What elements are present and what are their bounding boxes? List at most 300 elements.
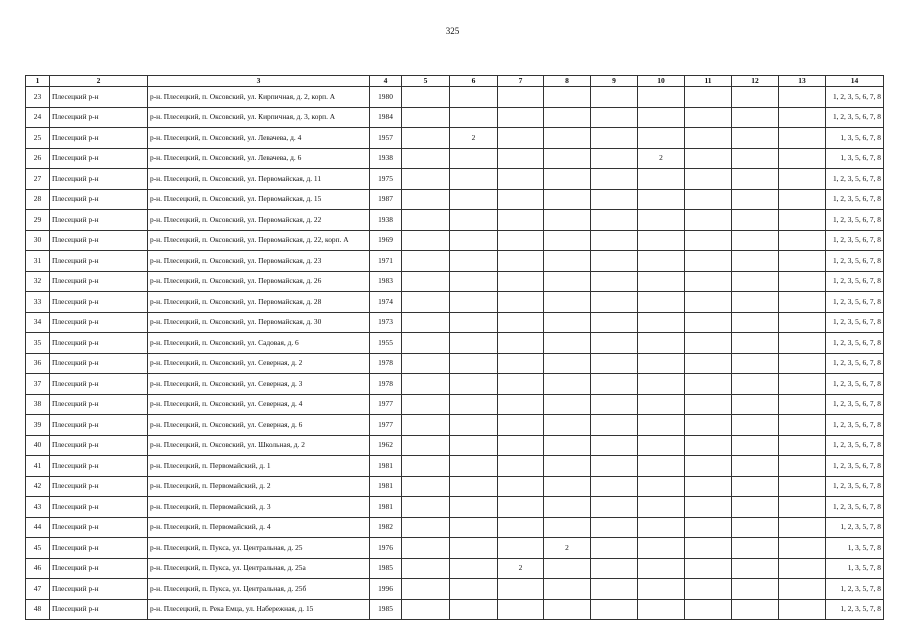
col5-cell xyxy=(402,599,450,620)
col11-cell xyxy=(685,476,732,497)
address-cell: р-н. Плесецкий, п. Первомайский, д. 3 xyxy=(148,497,370,518)
col9-cell xyxy=(591,435,638,456)
col10-cell xyxy=(638,128,685,149)
row-number-cell: 39 xyxy=(26,415,50,436)
col11-cell xyxy=(685,394,732,415)
row-number-cell: 24 xyxy=(26,107,50,128)
col5-cell xyxy=(402,538,450,559)
col5-cell xyxy=(402,107,450,128)
address-cell: р-н. Плесецкий, п. Оксовский, ул. Первомайская, д. 23 xyxy=(148,251,370,272)
address-cell: р-н. Плесецкий, п. Оксовский, ул. Первомайская, д. 26 xyxy=(148,271,370,292)
col14-cell: 1, 2, 3, 5, 6, 7, 8 xyxy=(826,251,884,272)
col9-cell xyxy=(591,415,638,436)
col7-cell xyxy=(498,271,544,292)
page-number: 325 xyxy=(445,26,460,36)
col8-cell xyxy=(544,435,591,456)
col8-cell xyxy=(544,353,591,374)
col13-cell xyxy=(779,210,826,231)
table-row xyxy=(26,230,884,251)
column-header: 2 xyxy=(50,76,148,87)
district-cell: Плесецкий р-н xyxy=(50,435,148,456)
col12-cell xyxy=(732,169,779,190)
col11-cell xyxy=(685,292,732,313)
col12-cell xyxy=(732,230,779,251)
col8-cell: 2 xyxy=(544,538,591,559)
col9-cell xyxy=(591,476,638,497)
col11-cell xyxy=(685,579,732,600)
col6-cell xyxy=(450,497,498,518)
district-cell: Плесецкий р-н xyxy=(50,599,148,620)
col12-cell xyxy=(732,435,779,456)
col13-cell xyxy=(779,333,826,354)
col9-cell xyxy=(591,271,638,292)
col13-cell xyxy=(779,538,826,559)
table-row xyxy=(26,189,884,210)
header-row xyxy=(26,76,884,87)
col5-cell xyxy=(402,271,450,292)
col5-cell xyxy=(402,558,450,579)
col9-cell xyxy=(591,87,638,108)
col12-cell xyxy=(732,312,779,333)
col13-cell xyxy=(779,353,826,374)
col12-cell xyxy=(732,128,779,149)
col11-cell xyxy=(685,599,732,620)
district-cell: Плесецкий р-н xyxy=(50,169,148,190)
col5-cell xyxy=(402,415,450,436)
col8-cell xyxy=(544,312,591,333)
col9-cell xyxy=(591,538,638,559)
col6-cell xyxy=(450,476,498,497)
col7-cell xyxy=(498,312,544,333)
col13-cell xyxy=(779,476,826,497)
col14-cell: 1, 2, 3, 5, 6, 7, 8 xyxy=(826,415,884,436)
row-number-cell: 27 xyxy=(26,169,50,190)
col6-cell xyxy=(450,148,498,169)
table-row xyxy=(26,107,884,128)
col13-cell xyxy=(779,497,826,518)
table-row xyxy=(26,353,884,374)
table-row xyxy=(26,148,884,169)
year-cell: 1982 xyxy=(370,517,402,538)
row-number-cell: 28 xyxy=(26,189,50,210)
col14-cell: 1, 2, 3, 5, 6, 7, 8 xyxy=(826,271,884,292)
col11-cell xyxy=(685,87,732,108)
col14-cell: 1, 2, 3, 5, 6, 7, 8 xyxy=(826,189,884,210)
col10-cell xyxy=(638,374,685,395)
col7-cell xyxy=(498,415,544,436)
year-cell: 1996 xyxy=(370,579,402,600)
year-cell: 1938 xyxy=(370,148,402,169)
col7-cell xyxy=(498,435,544,456)
address-cell: р-н. Плесецкий, п. Оксовский, ул. Первомайская, д. 15 xyxy=(148,189,370,210)
col5-cell xyxy=(402,292,450,313)
year-cell: 1977 xyxy=(370,415,402,436)
district-cell: Плесецкий р-н xyxy=(50,312,148,333)
year-cell: 1973 xyxy=(370,312,402,333)
year-cell: 1987 xyxy=(370,189,402,210)
row-number-cell: 26 xyxy=(26,148,50,169)
table-row xyxy=(26,497,884,518)
col13-cell xyxy=(779,189,826,210)
col6-cell xyxy=(450,312,498,333)
col12-cell xyxy=(732,87,779,108)
row-number-cell: 25 xyxy=(26,128,50,149)
col14-cell: 1, 2, 3, 5, 6, 7, 8 xyxy=(826,230,884,251)
col9-cell xyxy=(591,353,638,374)
col14-cell: 1, 2, 3, 5, 6, 7, 8 xyxy=(826,435,884,456)
col13-cell xyxy=(779,579,826,600)
district-cell: Плесецкий р-н xyxy=(50,353,148,374)
col10-cell xyxy=(638,169,685,190)
address-cell: р-н. Плесецкий, п. Оксовский, ул. Левачева, д. 4 xyxy=(148,128,370,149)
col6-cell xyxy=(450,353,498,374)
row-number-cell: 44 xyxy=(26,517,50,538)
district-cell: Плесецкий р-н xyxy=(50,251,148,272)
year-cell: 1981 xyxy=(370,497,402,518)
col5-cell xyxy=(402,517,450,538)
table-row xyxy=(26,374,884,395)
table-row xyxy=(26,292,884,313)
column-header: 6 xyxy=(450,76,498,87)
col14-cell: 1, 2, 3, 5, 6, 7, 8 xyxy=(826,87,884,108)
col12-cell xyxy=(732,394,779,415)
col14-cell: 1, 2, 3, 5, 7, 8 xyxy=(826,599,884,620)
col14-cell: 1, 2, 3, 5, 6, 7, 8 xyxy=(826,210,884,231)
col12-cell xyxy=(732,353,779,374)
col11-cell xyxy=(685,517,732,538)
col11-cell xyxy=(685,415,732,436)
address-cell: р-н. Плесецкий, п. Оксовский, ул. Первомайская, д. 30 xyxy=(148,312,370,333)
col8-cell xyxy=(544,456,591,477)
col10-cell xyxy=(638,251,685,272)
col6-cell xyxy=(450,394,498,415)
address-cell: р-н. Плесецкий, п. Оксовский, ул. Первомайская, д. 28 xyxy=(148,292,370,313)
table-row xyxy=(26,333,884,354)
col13-cell xyxy=(779,394,826,415)
district-cell: Плесецкий р-н xyxy=(50,189,148,210)
col9-cell xyxy=(591,312,638,333)
year-cell: 1957 xyxy=(370,128,402,149)
district-cell: Плесецкий р-н xyxy=(50,497,148,518)
district-cell: Плесецкий р-н xyxy=(50,394,148,415)
col14-cell: 1, 2, 3, 5, 6, 7, 8 xyxy=(826,456,884,477)
col5-cell xyxy=(402,189,450,210)
year-cell: 1985 xyxy=(370,599,402,620)
address-cell: р-н. Плесецкий, п. Оксовский, ул. Северная, д. 2 xyxy=(148,353,370,374)
year-cell: 1975 xyxy=(370,169,402,190)
year-cell: 1978 xyxy=(370,353,402,374)
col12-cell xyxy=(732,148,779,169)
col5-cell xyxy=(402,333,450,354)
address-cell: р-н. Плесецкий, п. Река Емца, ул. Набережная, д. 15 xyxy=(148,599,370,620)
col6-cell xyxy=(450,87,498,108)
col7-cell xyxy=(498,210,544,231)
col5-cell xyxy=(402,353,450,374)
col11-cell xyxy=(685,558,732,579)
col6-cell xyxy=(450,210,498,231)
row-number-cell: 35 xyxy=(26,333,50,354)
column-header: 8 xyxy=(544,76,591,87)
col13-cell xyxy=(779,169,826,190)
col13-cell xyxy=(779,292,826,313)
col6-cell xyxy=(450,374,498,395)
col14-cell: 1, 2, 3, 5, 6, 7, 8 xyxy=(826,394,884,415)
col8-cell xyxy=(544,476,591,497)
col14-cell: 1, 2, 3, 5, 6, 7, 8 xyxy=(826,353,884,374)
col7-cell xyxy=(498,87,544,108)
col7-cell xyxy=(498,189,544,210)
col6-cell xyxy=(450,579,498,600)
table-row xyxy=(26,476,884,497)
row-number-cell: 42 xyxy=(26,476,50,497)
col11-cell xyxy=(685,189,732,210)
district-cell: Плесецкий р-н xyxy=(50,107,148,128)
col13-cell xyxy=(779,415,826,436)
col6-cell xyxy=(450,538,498,559)
table-row xyxy=(26,456,884,477)
address-cell: р-н. Плесецкий, п. Оксовский, ул. Кирпичная, д. 2, корп. А xyxy=(148,87,370,108)
table-row xyxy=(26,128,884,149)
table-row xyxy=(26,169,884,190)
column-header: 11 xyxy=(685,76,732,87)
col10-cell xyxy=(638,271,685,292)
col11-cell xyxy=(685,374,732,395)
col12-cell xyxy=(732,189,779,210)
district-cell: Плесецкий р-н xyxy=(50,210,148,231)
district-cell: Плесецкий р-н xyxy=(50,456,148,477)
col6-cell xyxy=(450,271,498,292)
col10-cell xyxy=(638,87,685,108)
col5-cell xyxy=(402,374,450,395)
col11-cell xyxy=(685,230,732,251)
year-cell: 1976 xyxy=(370,538,402,559)
housing-register-table xyxy=(25,75,884,620)
col14-cell: 1, 2, 3, 5, 6, 7, 8 xyxy=(826,476,884,497)
column-header: 9 xyxy=(591,76,638,87)
address-cell: р-н. Плесецкий, п. Пукса, ул. Центральная, д. 25а xyxy=(148,558,370,579)
col7-cell xyxy=(498,374,544,395)
row-number-cell: 48 xyxy=(26,599,50,620)
col14-cell: 1, 2, 3, 5, 6, 7, 8 xyxy=(826,169,884,190)
column-header: 3 xyxy=(148,76,370,87)
col6-cell xyxy=(450,456,498,477)
col11-cell xyxy=(685,128,732,149)
col5-cell xyxy=(402,128,450,149)
col9-cell xyxy=(591,169,638,190)
col10-cell xyxy=(638,599,685,620)
col10-cell xyxy=(638,415,685,436)
col11-cell xyxy=(685,497,732,518)
col11-cell xyxy=(685,148,732,169)
col6-cell xyxy=(450,292,498,313)
table-row xyxy=(26,87,884,108)
col11-cell xyxy=(685,251,732,272)
table-row xyxy=(26,271,884,292)
col10-cell xyxy=(638,456,685,477)
col12-cell xyxy=(732,251,779,272)
col6-cell xyxy=(450,251,498,272)
col5-cell xyxy=(402,148,450,169)
col14-cell: 1, 2, 3, 5, 6, 7, 8 xyxy=(826,107,884,128)
table-body xyxy=(26,87,884,620)
col5-cell xyxy=(402,312,450,333)
col11-cell xyxy=(685,210,732,231)
year-cell: 1978 xyxy=(370,374,402,395)
column-header: 7 xyxy=(498,76,544,87)
district-cell: Плесецкий р-н xyxy=(50,476,148,497)
col6-cell xyxy=(450,333,498,354)
col12-cell xyxy=(732,415,779,436)
col7-cell xyxy=(498,394,544,415)
col8-cell xyxy=(544,107,591,128)
row-number-cell: 47 xyxy=(26,579,50,600)
col14-cell: 1, 3, 5, 6, 7, 8 xyxy=(826,128,884,149)
col12-cell xyxy=(732,538,779,559)
col8-cell xyxy=(544,271,591,292)
row-number-cell: 41 xyxy=(26,456,50,477)
row-number-cell: 36 xyxy=(26,353,50,374)
col8-cell xyxy=(544,333,591,354)
col12-cell xyxy=(732,497,779,518)
table-row xyxy=(26,558,884,579)
column-header: 14 xyxy=(826,76,884,87)
address-cell: р-н. Плесецкий, п. Оксовский, ул. Садовая, д. 6 xyxy=(148,333,370,354)
col7-cell xyxy=(498,292,544,313)
table-row xyxy=(26,415,884,436)
column-header: 1 xyxy=(26,76,50,87)
col8-cell xyxy=(544,169,591,190)
col11-cell xyxy=(685,107,732,128)
col8-cell xyxy=(544,599,591,620)
address-cell: р-н. Плесецкий, п. Оксовский, ул. Кирпичная, д. 3, корп. А xyxy=(148,107,370,128)
col11-cell xyxy=(685,333,732,354)
col14-cell: 1, 3, 5, 7, 8 xyxy=(826,558,884,579)
col6-cell xyxy=(450,169,498,190)
district-cell: Плесецкий р-н xyxy=(50,517,148,538)
district-cell: Плесецкий р-н xyxy=(50,579,148,600)
col12-cell xyxy=(732,107,779,128)
district-cell: Плесецкий р-н xyxy=(50,230,148,251)
col7-cell xyxy=(498,517,544,538)
col8-cell xyxy=(544,148,591,169)
col13-cell xyxy=(779,230,826,251)
col7-cell: 2 xyxy=(498,558,544,579)
district-cell: Плесецкий р-н xyxy=(50,148,148,169)
col11-cell xyxy=(685,169,732,190)
col13-cell xyxy=(779,107,826,128)
col7-cell xyxy=(498,333,544,354)
year-cell: 1983 xyxy=(370,271,402,292)
col12-cell xyxy=(732,599,779,620)
col14-cell: 1, 2, 3, 5, 6, 7, 8 xyxy=(826,497,884,518)
col10-cell xyxy=(638,333,685,354)
col9-cell xyxy=(591,230,638,251)
table-row xyxy=(26,210,884,231)
col7-cell xyxy=(498,497,544,518)
col6-cell xyxy=(450,517,498,538)
col7-cell xyxy=(498,538,544,559)
col9-cell xyxy=(591,599,638,620)
year-cell: 1981 xyxy=(370,456,402,477)
col6-cell xyxy=(450,189,498,210)
district-cell: Плесецкий р-н xyxy=(50,374,148,395)
col9-cell xyxy=(591,497,638,518)
col6-cell xyxy=(450,599,498,620)
address-cell: р-н. Плесецкий, п. Оксовский, ул. Северная, д. 4 xyxy=(148,394,370,415)
col6-cell xyxy=(450,435,498,456)
col6-cell xyxy=(450,230,498,251)
col10-cell xyxy=(638,538,685,559)
col5-cell xyxy=(402,476,450,497)
col10-cell xyxy=(638,292,685,313)
col14-cell: 1, 2, 3, 5, 6, 7, 8 xyxy=(826,374,884,395)
address-cell: р-н. Плесецкий, п. Оксовский, ул. Северная, д. 6 xyxy=(148,415,370,436)
col8-cell xyxy=(544,497,591,518)
col8-cell xyxy=(544,251,591,272)
col7-cell xyxy=(498,476,544,497)
address-cell: р-н. Плесецкий, п. Первомайский, д. 1 xyxy=(148,456,370,477)
col12-cell xyxy=(732,271,779,292)
address-cell: р-н. Плесецкий, п. Пукса, ул. Центральная, д. 25б xyxy=(148,579,370,600)
year-cell: 1938 xyxy=(370,210,402,231)
col9-cell xyxy=(591,333,638,354)
column-header: 4 xyxy=(370,76,402,87)
col10-cell xyxy=(638,230,685,251)
district-cell: Плесецкий р-н xyxy=(50,333,148,354)
col6-cell: 2 xyxy=(450,128,498,149)
year-cell: 1984 xyxy=(370,107,402,128)
col8-cell xyxy=(544,210,591,231)
col12-cell xyxy=(732,517,779,538)
row-number-cell: 46 xyxy=(26,558,50,579)
col9-cell xyxy=(591,107,638,128)
year-cell: 1955 xyxy=(370,333,402,354)
col9-cell xyxy=(591,251,638,272)
col8-cell xyxy=(544,517,591,538)
col13-cell xyxy=(779,271,826,292)
year-cell: 1974 xyxy=(370,292,402,313)
address-cell: р-н. Плесецкий, п. Оксовский, ул. Первомайская, д. 11 xyxy=(148,169,370,190)
col13-cell xyxy=(779,456,826,477)
address-cell: р-н. Плесецкий, п. Первомайский, д. 4 xyxy=(148,517,370,538)
row-number-cell: 30 xyxy=(26,230,50,251)
col13-cell xyxy=(779,374,826,395)
col10-cell xyxy=(638,476,685,497)
col7-cell xyxy=(498,456,544,477)
col11-cell xyxy=(685,456,732,477)
col12-cell xyxy=(732,456,779,477)
col8-cell xyxy=(544,394,591,415)
col10-cell xyxy=(638,312,685,333)
col9-cell xyxy=(591,374,638,395)
col12-cell xyxy=(732,476,779,497)
col5-cell xyxy=(402,210,450,231)
col12-cell xyxy=(732,292,779,313)
col8-cell xyxy=(544,128,591,149)
table-row xyxy=(26,579,884,600)
col14-cell: 1, 2, 3, 5, 6, 7, 8 xyxy=(826,292,884,313)
column-header: 13 xyxy=(779,76,826,87)
year-cell: 1981 xyxy=(370,476,402,497)
col13-cell xyxy=(779,558,826,579)
table-row xyxy=(26,251,884,272)
table-row xyxy=(26,312,884,333)
col12-cell xyxy=(732,374,779,395)
district-cell: Плесецкий р-н xyxy=(50,128,148,149)
col8-cell xyxy=(544,230,591,251)
col6-cell xyxy=(450,415,498,436)
table-row xyxy=(26,517,884,538)
